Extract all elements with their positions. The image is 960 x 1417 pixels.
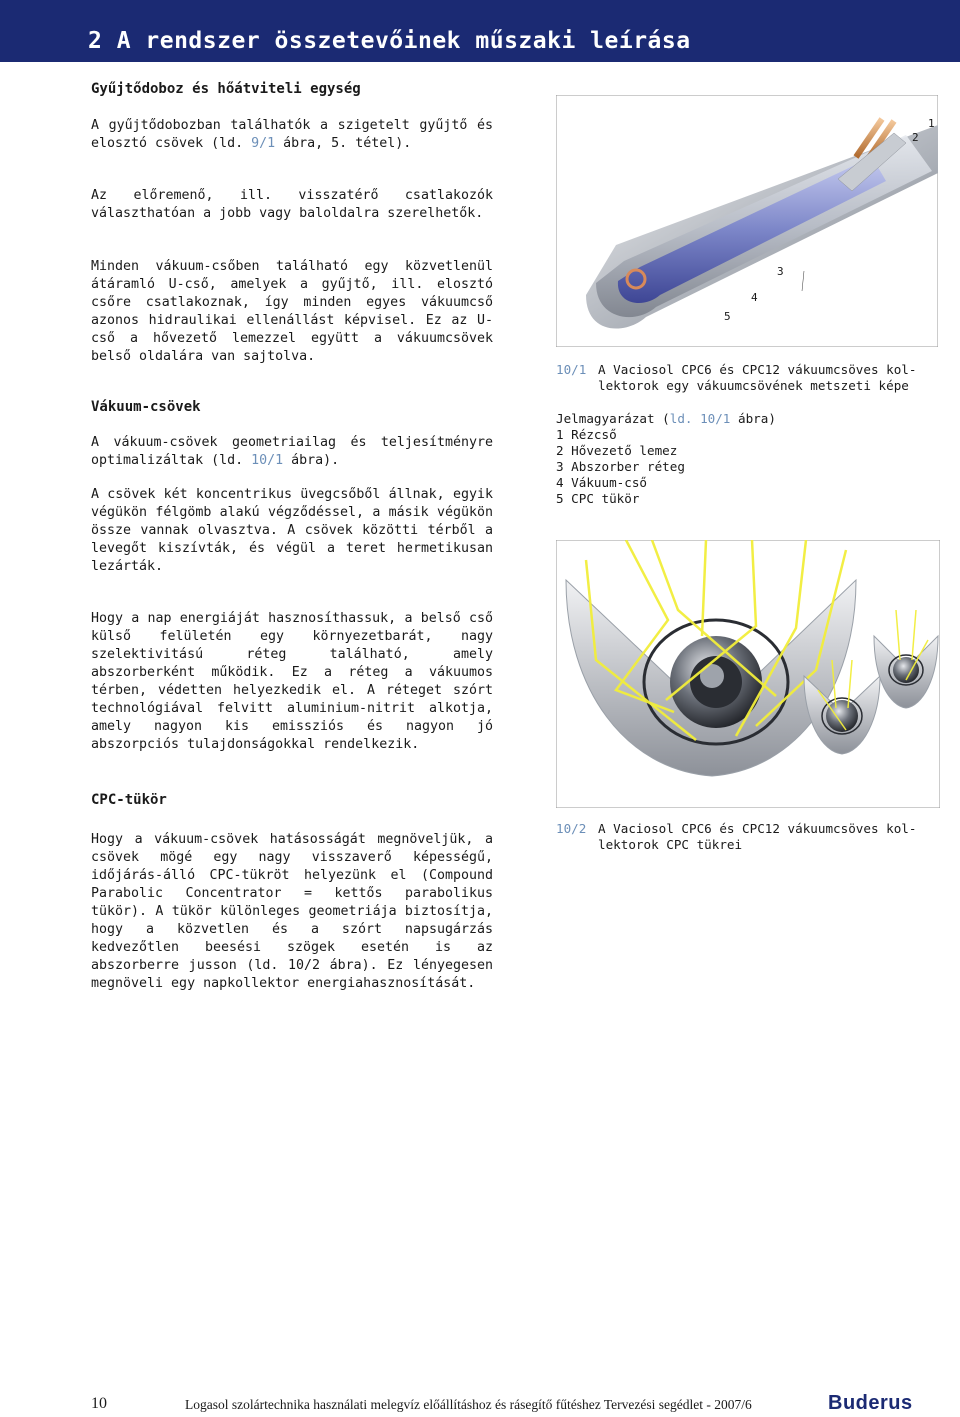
legend-title xyxy=(556,411,776,427)
text: ábra). xyxy=(283,453,340,468)
caption-text: lektorok CPC tükrei xyxy=(598,837,743,852)
text: Minden vákuum-csőben található egy közvetlenül átáramló U-cső, amelyek a gyűjtő, ill. elosztó csőre csatlakoznak, így minden egyes vákuumcső azonos hidraulikai ellenállást képvisel. Ez az U-cső a hővezető lemezzel együtt a vákuumcsövek belső oldalára van sajtolva. xyxy=(91,259,493,364)
legend-item: 1 Rézcső xyxy=(556,427,617,442)
figure-caption-10-2 xyxy=(556,821,956,853)
caption-text: A Vaciosol CPC6 és CPC12 vákuumcsöves kol- xyxy=(598,821,917,836)
callout-4: 4 xyxy=(751,291,758,304)
callout-5: 5 xyxy=(724,310,731,323)
gyujto-paragraph-3 xyxy=(91,258,493,366)
cpc-paragraph-1 xyxy=(91,831,493,993)
callout-2: 2 xyxy=(912,131,919,144)
section-heading: CPC-tükör xyxy=(91,792,167,808)
text: A vákuum-csövek geometriailag és teljesítményre optimalizáltak (ld. xyxy=(91,435,493,468)
caption-text: lektorok egy vákuumcsövének metszeti képe xyxy=(598,378,909,393)
caption-text: A Vaciosol CPC6 és CPC12 vákuumcsöves kol- xyxy=(598,362,917,377)
vakuum-paragraph-3 xyxy=(91,610,493,754)
section-cpc-heading-wrap xyxy=(91,791,493,809)
gyujto-paragraph-1 xyxy=(91,117,493,153)
footer-text: Logasol szolártechnika használati melegvíz előállításhoz és rásegítő fűtéshez Tervezési segédlet - 2007/6 xyxy=(185,1397,752,1412)
gyujto-paragraph-2 xyxy=(91,187,493,223)
figure-reference: 9/1 xyxy=(251,136,276,151)
text: Hogy a vákuum-csövek hatásosságát megnöveljük, a csövek mögé egy nagy visszaverő képességű, időjárás-álló CPC-tükröt helyezünk el (Compound Parabolic Concentrator = kettős parabolikus tükör). A tükör különleges geometriája biztosítja, hogy a közvetlen és a szórt napsugárzás kedvezőtlen beesési szögek esetén is az abszorberre jusson (ld. 10/2 ábra). Ez lényegesen megnöveli egy napkollektor energiahasznosítását. xyxy=(91,832,493,991)
vakuum-paragraph-2 xyxy=(91,486,493,576)
svg-text:Buderus: Buderus xyxy=(828,1392,913,1413)
buderus-logo xyxy=(826,1391,942,1413)
vacuum-tube-illustration xyxy=(556,95,938,347)
page-header xyxy=(0,0,960,62)
figure-vacuum-tube-section xyxy=(556,95,938,347)
text: ábra, 5. tétel). xyxy=(275,136,412,151)
callout-1: 1 xyxy=(928,117,935,130)
caption-number: 10/2 xyxy=(556,821,587,836)
figure-caption-10-1 xyxy=(556,362,956,394)
section-heading: Vákuum-csövek xyxy=(91,399,201,415)
callout-3: 3 xyxy=(777,265,784,278)
figure-reference: 10/1 xyxy=(251,453,284,468)
figure-reference: ld. 10/1 xyxy=(669,411,731,426)
figure-cpc-mirror xyxy=(556,540,940,808)
page-title: 2 A rendszer összetevőinek műszaki leírása xyxy=(88,28,691,54)
text: ábra) xyxy=(730,411,776,426)
vakuum-paragraph-1 xyxy=(91,434,493,470)
legend-item: 2 Hővezető lemez xyxy=(556,443,678,458)
legend-item: 4 Vákuum-cső xyxy=(556,475,647,490)
text: A gyűjtődobozban találhatók a szigetelt gyűjtő és elosztó csövek (ld. xyxy=(91,118,493,151)
text: Hogy a nap energiáját hasznosíthassuk, a belső cső külső felületén egy környezetbarát, nagy szelektivitású réteg található, amely abszorberként működik. Ez a réteg a vákuumos térben, védetten helyezkedik el. A réteget szórt technológiával felvitt aluminium-nitrit alkotja, amely nagyon kis emissziós és nagyon jó abszorpciós tulajdonságokkal rendelkezik. xyxy=(91,611,493,752)
text: Jelmagyarázat ( xyxy=(556,411,670,426)
cpc-mirror-illustration xyxy=(556,540,940,808)
page-footer xyxy=(0,1393,960,1417)
legend-item: 3 Abszorber réteg xyxy=(556,459,685,474)
legend-item: 5 CPC tükör xyxy=(556,491,640,506)
section-vakuum-heading-wrap xyxy=(91,398,493,416)
section-gyujto-heading-wrap xyxy=(91,80,493,98)
figure-legend xyxy=(556,411,776,507)
text: Az előremenő, ill. visszatérő csatlakozók választhatóan a jobb vagy baloldalra szerelhetők. xyxy=(91,188,493,221)
text: A csövek két koncentrikus üvegcsőből állnak, egyik végükön félgömb alakú végződéssel, a másik végükön össze vannak olvasztva. A csövek közötti térből a levegőt kiszívták, és végül a teret hermetikusan lezárták. xyxy=(91,487,493,574)
section-heading: Gyűjtődoboz és hőátviteli egység xyxy=(91,81,361,97)
caption-number: 10/1 xyxy=(556,362,587,377)
page-number: 10 xyxy=(91,1395,107,1412)
